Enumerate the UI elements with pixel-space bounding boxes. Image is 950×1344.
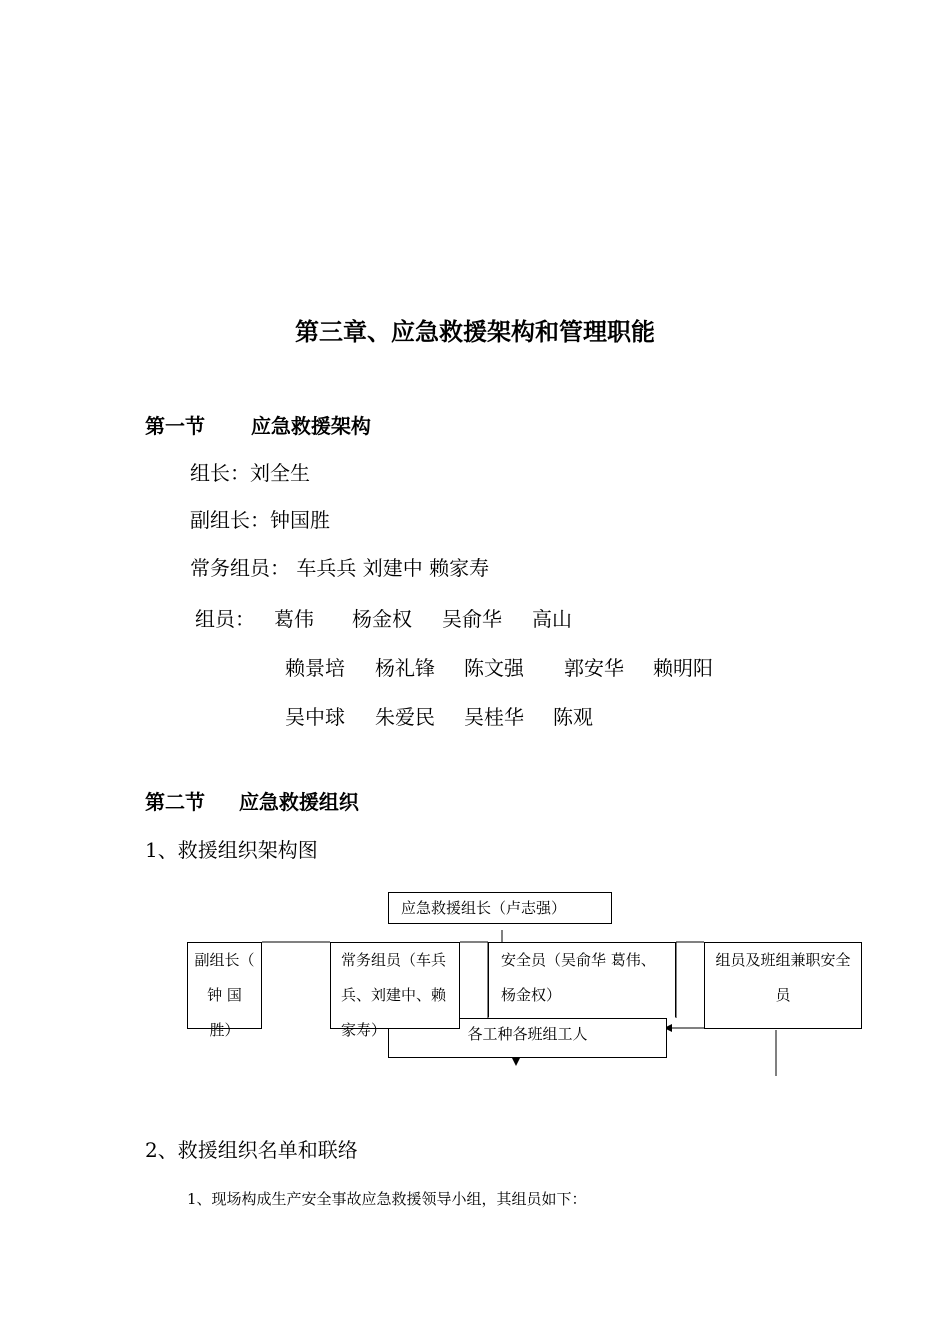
- org-deputy-box: [187, 942, 262, 1039]
- deputy-line: 副组长：钟国胜: [190, 508, 330, 532]
- org-members-label: 组员及班组兼职安全员: [715, 951, 851, 1004]
- org-standing-box: [330, 942, 460, 1039]
- member-name: 吴桂华: [464, 705, 524, 729]
- section1-title: 应急救援架构: [250, 414, 371, 438]
- member-name: 葛伟: [274, 607, 314, 631]
- section2-number: 第二节: [145, 790, 205, 814]
- org-safety-label: 安全员（吴俞华 葛伟、杨金权）: [501, 951, 656, 1004]
- org-chart-caption: 1、救援组织架构图: [145, 838, 318, 862]
- org-workers-label: 各工种各班组工人: [467, 1025, 588, 1043]
- member-name: 陈文强: [464, 656, 524, 680]
- member-name: 杨礼锋: [375, 656, 435, 680]
- chapter-title: 第三章、应急救援架构和管理职能: [295, 318, 655, 346]
- member-name: 杨金权: [352, 607, 412, 631]
- member-name: 郭安华: [564, 656, 624, 680]
- member-name: 吴中球: [285, 705, 345, 729]
- section1-number: 第一节: [145, 414, 205, 438]
- member-name: 高山: [532, 607, 572, 631]
- org-top-box: [388, 892, 612, 924]
- member-name: 赖景培: [285, 656, 345, 680]
- members-label: 组员：: [195, 607, 255, 631]
- org-standing-label: 常务组员（车兵兵、刘建中、赖家寿）: [341, 951, 447, 1039]
- section2-title: 应急救援组织: [238, 790, 359, 814]
- member-name: 赖明阳: [653, 656, 713, 680]
- standing-members-line: 常务组员： 车兵兵 刘建中 赖家寿: [190, 556, 490, 580]
- member-name: 吴俞华: [442, 607, 502, 631]
- contact-list-caption: 2、救援组织名单和联络: [145, 1138, 358, 1162]
- org-top-label: 应急救援组长（卢志强）: [401, 899, 567, 917]
- org-members-box: [704, 942, 862, 1029]
- member-name: 陈观: [553, 705, 593, 729]
- member-name: 朱爱民: [375, 705, 435, 729]
- leader-line: 组长：刘全生: [190, 461, 310, 485]
- leadership-group-note: 1、现场构成生产安全事故应急救援领导小组，其组员如下：: [187, 1190, 587, 1208]
- org-deputy-label: 副组长（ 钟 国 胜）: [194, 951, 255, 1039]
- org-safety-box: [488, 942, 676, 1017]
